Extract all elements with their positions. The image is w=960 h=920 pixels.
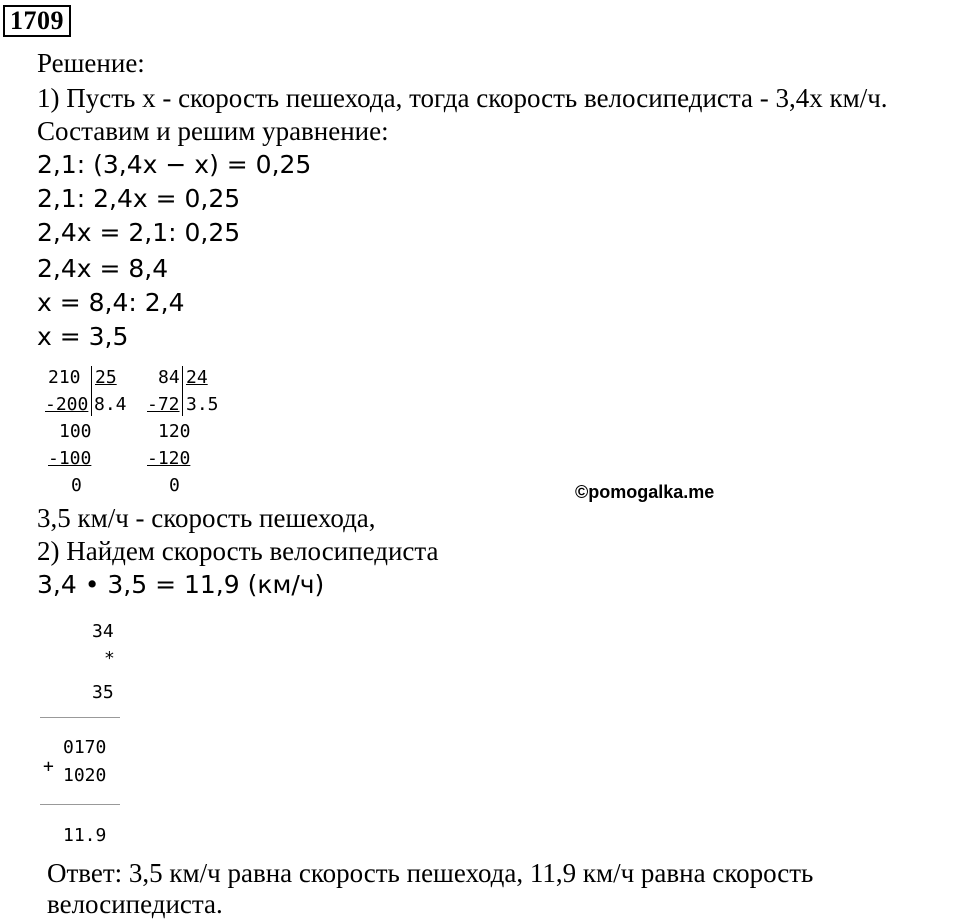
multiplication-line-2 [40,804,120,805]
multiplication-sign: * [104,648,115,669]
equation-6: x = 3,5 [37,322,129,351]
division2-bar [182,366,183,416]
step1-subtext: Составим и решим уравнение: [37,116,389,146]
multiplication-partial-2: 1020 [63,765,107,786]
division1-subtract-2: -100 [48,448,92,469]
division1-remainder-2: 0 [71,475,82,496]
equation-3: 2,4x = 2,1: 0,25 [37,218,241,247]
watermark: ©pomogalka.me [575,482,715,502]
multiplication-partial-1: 0170 [63,737,107,758]
division2-subtract-2: -120 [147,448,191,469]
division2-subtract-1: -72 [147,394,180,415]
equation-2: 2,1: 2,4x = 0,25 [37,184,241,213]
division1-divisor: 25 [95,367,117,388]
multiplication-result: 11.9 [63,825,107,846]
step2-text: 2) Найдем скорость велосипедиста [37,536,439,566]
equation-4: 2,4x = 8,4 [37,254,169,283]
multiplication-plus-sign: + [43,756,54,777]
division1-subtract-1: -200 [45,394,89,415]
division2-divisor: 24 [186,367,208,388]
answer: Ответ: 3,5 км/ч равна скорость пешехода, 11,9 км/ч равна скорость велосипедиста. [47,858,814,919]
division2-quotient: 3.5 [186,394,219,415]
task-number: 1709 [3,5,71,37]
division1-remainder-1: 100 [59,421,92,442]
division1-dividend: 210 [48,367,81,388]
result-pedestrian-speed: 3,5 км/ч - скорость пешехода, [37,503,376,533]
multiplication-line-1 [40,717,120,718]
multiplication-factor-1: 34 [92,621,114,642]
division1-quotient: 8.4 [94,394,127,415]
division2-remainder-1: 120 [158,421,191,442]
step2-equation: 3,4 • 3,5 = 11,9 (км/ч) [37,570,325,599]
division2-remainder-2: 0 [169,475,180,496]
equation-1: 2,1: (3,4x − x) = 0,25 [37,150,312,179]
step1-text: 1) Пусть x - скорость пешехода, тогда скорость велосипедиста - 3,4x км/ч. [37,83,888,113]
equation-5: x = 8,4: 2,4 [37,288,185,317]
solution-heading: Решение: [37,48,145,78]
multiplication-factor-2: 35 [92,682,114,703]
division2-dividend: 84 [158,367,180,388]
division1-bar [91,366,92,416]
